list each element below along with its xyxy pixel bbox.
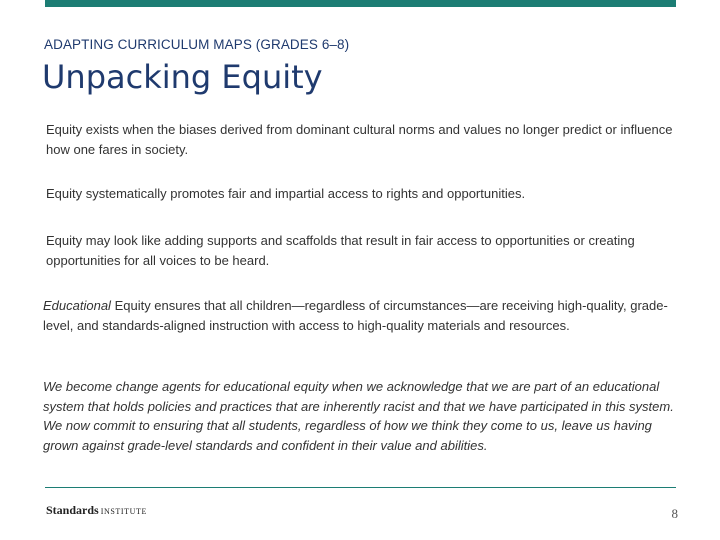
educational-equity-text: Equity ensures that all children—regardless of circumstances—are receiving high-quality, grade-level, and standards-aligned instruction with access to high-quality materials and resources.	[43, 298, 668, 333]
section-eyebrow: ADAPTING CURRICULUM MAPS (GRADES 6–8)	[44, 37, 350, 52]
educational-emphasis: Educational	[43, 298, 111, 313]
paragraph-educational-equity	[43, 296, 683, 335]
paragraph-equity-looks-like: Equity may look like adding supports and scaffolds that result in fair access to opportunities or creating opportunities for all voices to be heard.	[46, 233, 635, 268]
footer-divider	[45, 487, 676, 488]
standards-institute-logo	[46, 503, 147, 519]
logo-sub-text: INSTITUTE	[100, 507, 147, 516]
header-accent-bar	[45, 0, 676, 7]
paragraph-equity-definition: Equity exists when the biases derived from dominant cultural norms and values no longer predict or influence how one fares in society.	[46, 122, 673, 157]
paragraph-equity-promotes: Equity systematically promotes fair and impartial access to rights and opportunities.	[46, 186, 526, 201]
logo-main-text: Standards	[46, 503, 99, 517]
page-number: 8	[671, 506, 678, 521]
paragraph-change-agents: We become change agents for educational equity when we acknowledge that we are part of an educational system that holds policies and practices that are inherently racist and that we have participated in this system. We now commit to ensuring that all students, regardless of how we think they come to us, leave us having grown against grade-level standards and confident in their value and abilities.	[43, 379, 674, 453]
page-title: Unpacking Equity	[42, 58, 323, 96]
